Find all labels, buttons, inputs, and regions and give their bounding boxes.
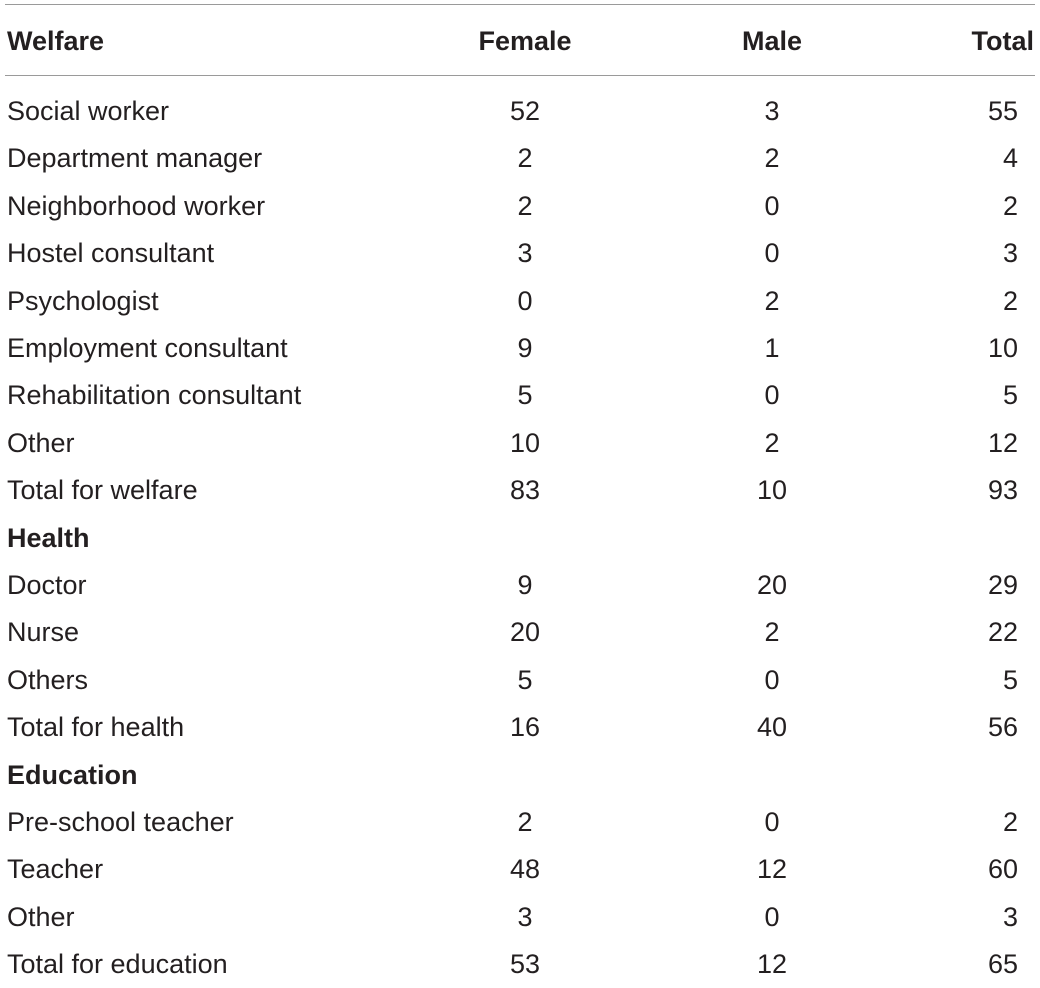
cell-female: 16 [509, 712, 541, 742]
table-row [0, 278, 1040, 325]
cell-male: 0 [764, 191, 780, 221]
header-total: Total [971, 26, 1034, 56]
table-row [0, 325, 1040, 372]
table-row [0, 230, 1040, 277]
table-row [0, 799, 1040, 846]
cell-female: 20 [509, 617, 541, 647]
cell-total: 5 [1002, 380, 1018, 410]
cell-female: 3 [517, 902, 533, 932]
cell-female: 53 [509, 949, 541, 979]
table-row [0, 894, 1040, 941]
table-row [0, 609, 1040, 656]
header-male: Male [741, 26, 803, 56]
table-row [0, 88, 1040, 135]
table-row [0, 467, 1040, 514]
table-row [0, 846, 1040, 893]
cell-label: Department manager [7, 143, 263, 173]
header-welfare: Welfare [7, 26, 105, 56]
cell-male: 2 [764, 286, 780, 316]
cell-male: 2 [764, 143, 780, 173]
table-row [0, 941, 1040, 988]
table-row [0, 562, 1040, 609]
cell-male: 10 [756, 475, 788, 505]
cell-total: 29 [987, 570, 1018, 600]
cell-male: 0 [764, 380, 780, 410]
cell-male: 0 [764, 807, 780, 837]
cell-male: 20 [756, 570, 788, 600]
cell-total: 65 [987, 949, 1018, 979]
cell-male: 0 [764, 902, 780, 932]
cell-label: Others [7, 665, 89, 695]
cell-male: 0 [764, 238, 780, 268]
cell-female: 52 [509, 96, 541, 126]
cell-male: 0 [764, 665, 780, 695]
cell-label: Doctor [7, 570, 87, 600]
cell-label: Nurse [7, 617, 80, 647]
cell-female: 3 [517, 238, 533, 268]
cell-total: 60 [987, 854, 1018, 884]
table-row [0, 420, 1040, 467]
table-header-rule [5, 75, 1035, 76]
cell-male: 2 [764, 617, 780, 647]
cell-female: 48 [509, 854, 541, 884]
table-header-row [0, 18, 1040, 64]
cell-total: 3 [1002, 902, 1018, 932]
cell-total: 3 [1002, 238, 1018, 268]
cell-female: 2 [517, 807, 533, 837]
section-header-row [0, 515, 1040, 562]
table-row [0, 704, 1040, 751]
table-row [0, 372, 1040, 419]
cell-male: 1 [764, 333, 780, 363]
cell-total: 2 [1002, 286, 1018, 316]
cell-female: 2 [517, 191, 533, 221]
table-top-rule [5, 4, 1035, 5]
cell-female: 5 [517, 665, 533, 695]
cell-label: Total for education [7, 949, 228, 979]
cell-total: 4 [1002, 143, 1018, 173]
cell-female: 5 [517, 380, 533, 410]
cell-label: Other [7, 428, 75, 458]
table-row [0, 183, 1040, 230]
header-female: Female [478, 26, 572, 56]
cell-label: Social worker [7, 96, 170, 126]
cell-label: Psychologist [7, 286, 159, 316]
cell-male: 40 [756, 712, 788, 742]
cell-label: Other [7, 902, 75, 932]
cell-label: Teacher [7, 854, 104, 884]
section-header-row [0, 752, 1040, 799]
table-row [0, 657, 1040, 704]
cell-label: Total for health [7, 712, 185, 742]
cell-female: 9 [517, 333, 533, 363]
cell-female: 10 [509, 428, 541, 458]
cell-female: 2 [517, 143, 533, 173]
cell-total: 55 [987, 96, 1018, 126]
cell-total: 12 [987, 428, 1018, 458]
cell-label: Rehabilitation consultant [7, 380, 302, 410]
cell-female: 0 [517, 286, 533, 316]
cell-total: 2 [1002, 191, 1018, 221]
cell-total: 56 [987, 712, 1018, 742]
cell-male: 12 [756, 854, 788, 884]
cell-total: 10 [987, 333, 1018, 363]
cell-label: Neighborhood worker [7, 191, 266, 221]
cell-male: 3 [764, 96, 780, 126]
cell-label: Employment consultant [7, 333, 288, 363]
cell-female: 83 [509, 475, 541, 505]
cell-label: Total for welfare [7, 475, 198, 505]
cell-total: 93 [987, 475, 1018, 505]
cell-male: 12 [756, 949, 788, 979]
cell-total: 22 [987, 617, 1018, 647]
cell-total: 2 [1002, 807, 1018, 837]
cell-label: Pre-school teacher [7, 807, 234, 837]
section-title: Education [7, 760, 138, 790]
section-title: Health [7, 523, 90, 553]
table-row [0, 135, 1040, 182]
cell-total: 5 [1002, 665, 1018, 695]
cell-female: 9 [517, 570, 533, 600]
cell-label: Hostel consultant [7, 238, 215, 268]
cell-male: 2 [764, 428, 780, 458]
